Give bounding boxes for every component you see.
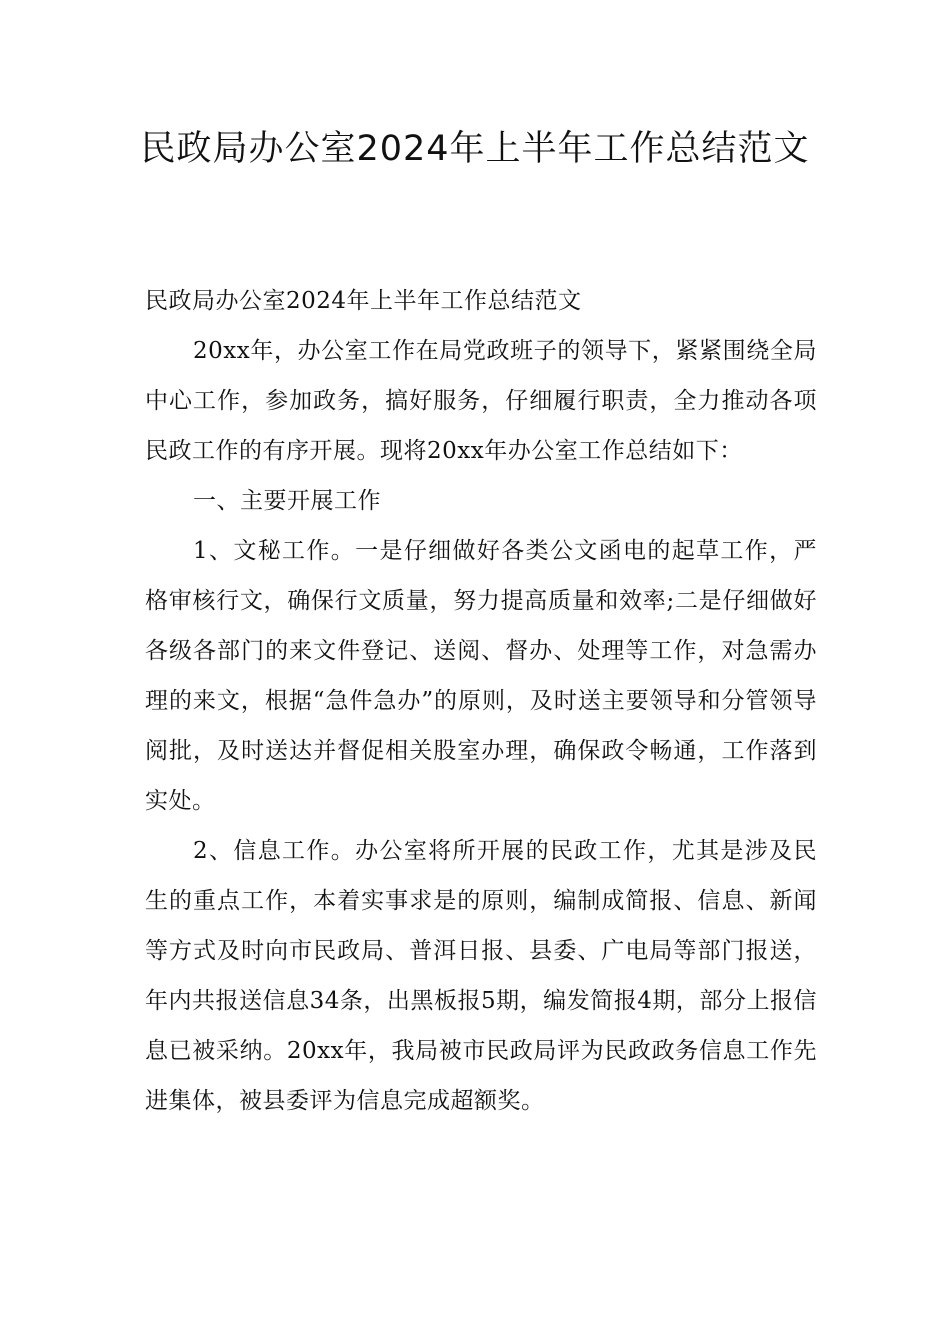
subtitle-line: 民政局办公室2024年上半年工作总结范文 <box>145 288 582 314</box>
document-body <box>145 276 817 1126</box>
document-title: 民政局办公室2024年上半年工作总结范文 <box>140 129 810 169</box>
paragraph-secretarial-work: 1、文秘工作。一是仔细做好各类公文函电的起草工作，严格审核行文，确保行文质量，努力提高质量和效率;二是仔细做好各级各部门的来文件登记、送阅、督办、处理等工作，对急需办理的来文，根据“急件急办”的原则，及时送主要领导和分管领导阅批，及时送达并督促相关股室办理，确保政令畅通，工作落到实处。 <box>145 538 817 814</box>
section-heading: 一、主要开展工作 <box>193 488 381 514</box>
paragraph-information-work: 2、信息工作。办公室将所开展的民政工作，尤其是涉及民生的重点工作，本着实事求是的原则，编制成简报、信息、新闻等方式及时向市民政局、普洱日报、县委、广电局等部门报送，年内共报送信息34条，出黑板报5期，编发简报4期，部分上报信息已被采纳。20xx年，我局被市民政局评为民政政务信息工作先进集体，被县委评为信息完成超额奖。 <box>145 838 817 1114</box>
intro-paragraph: 20xx年，办公室工作在局党政班子的领导下，紧紧围绕全局中心工作，参加政务，搞好服务，仔细履行职责，全力推动各项民政工作的有序开展。现将20xx年办公室工作总结如下： <box>145 338 817 464</box>
